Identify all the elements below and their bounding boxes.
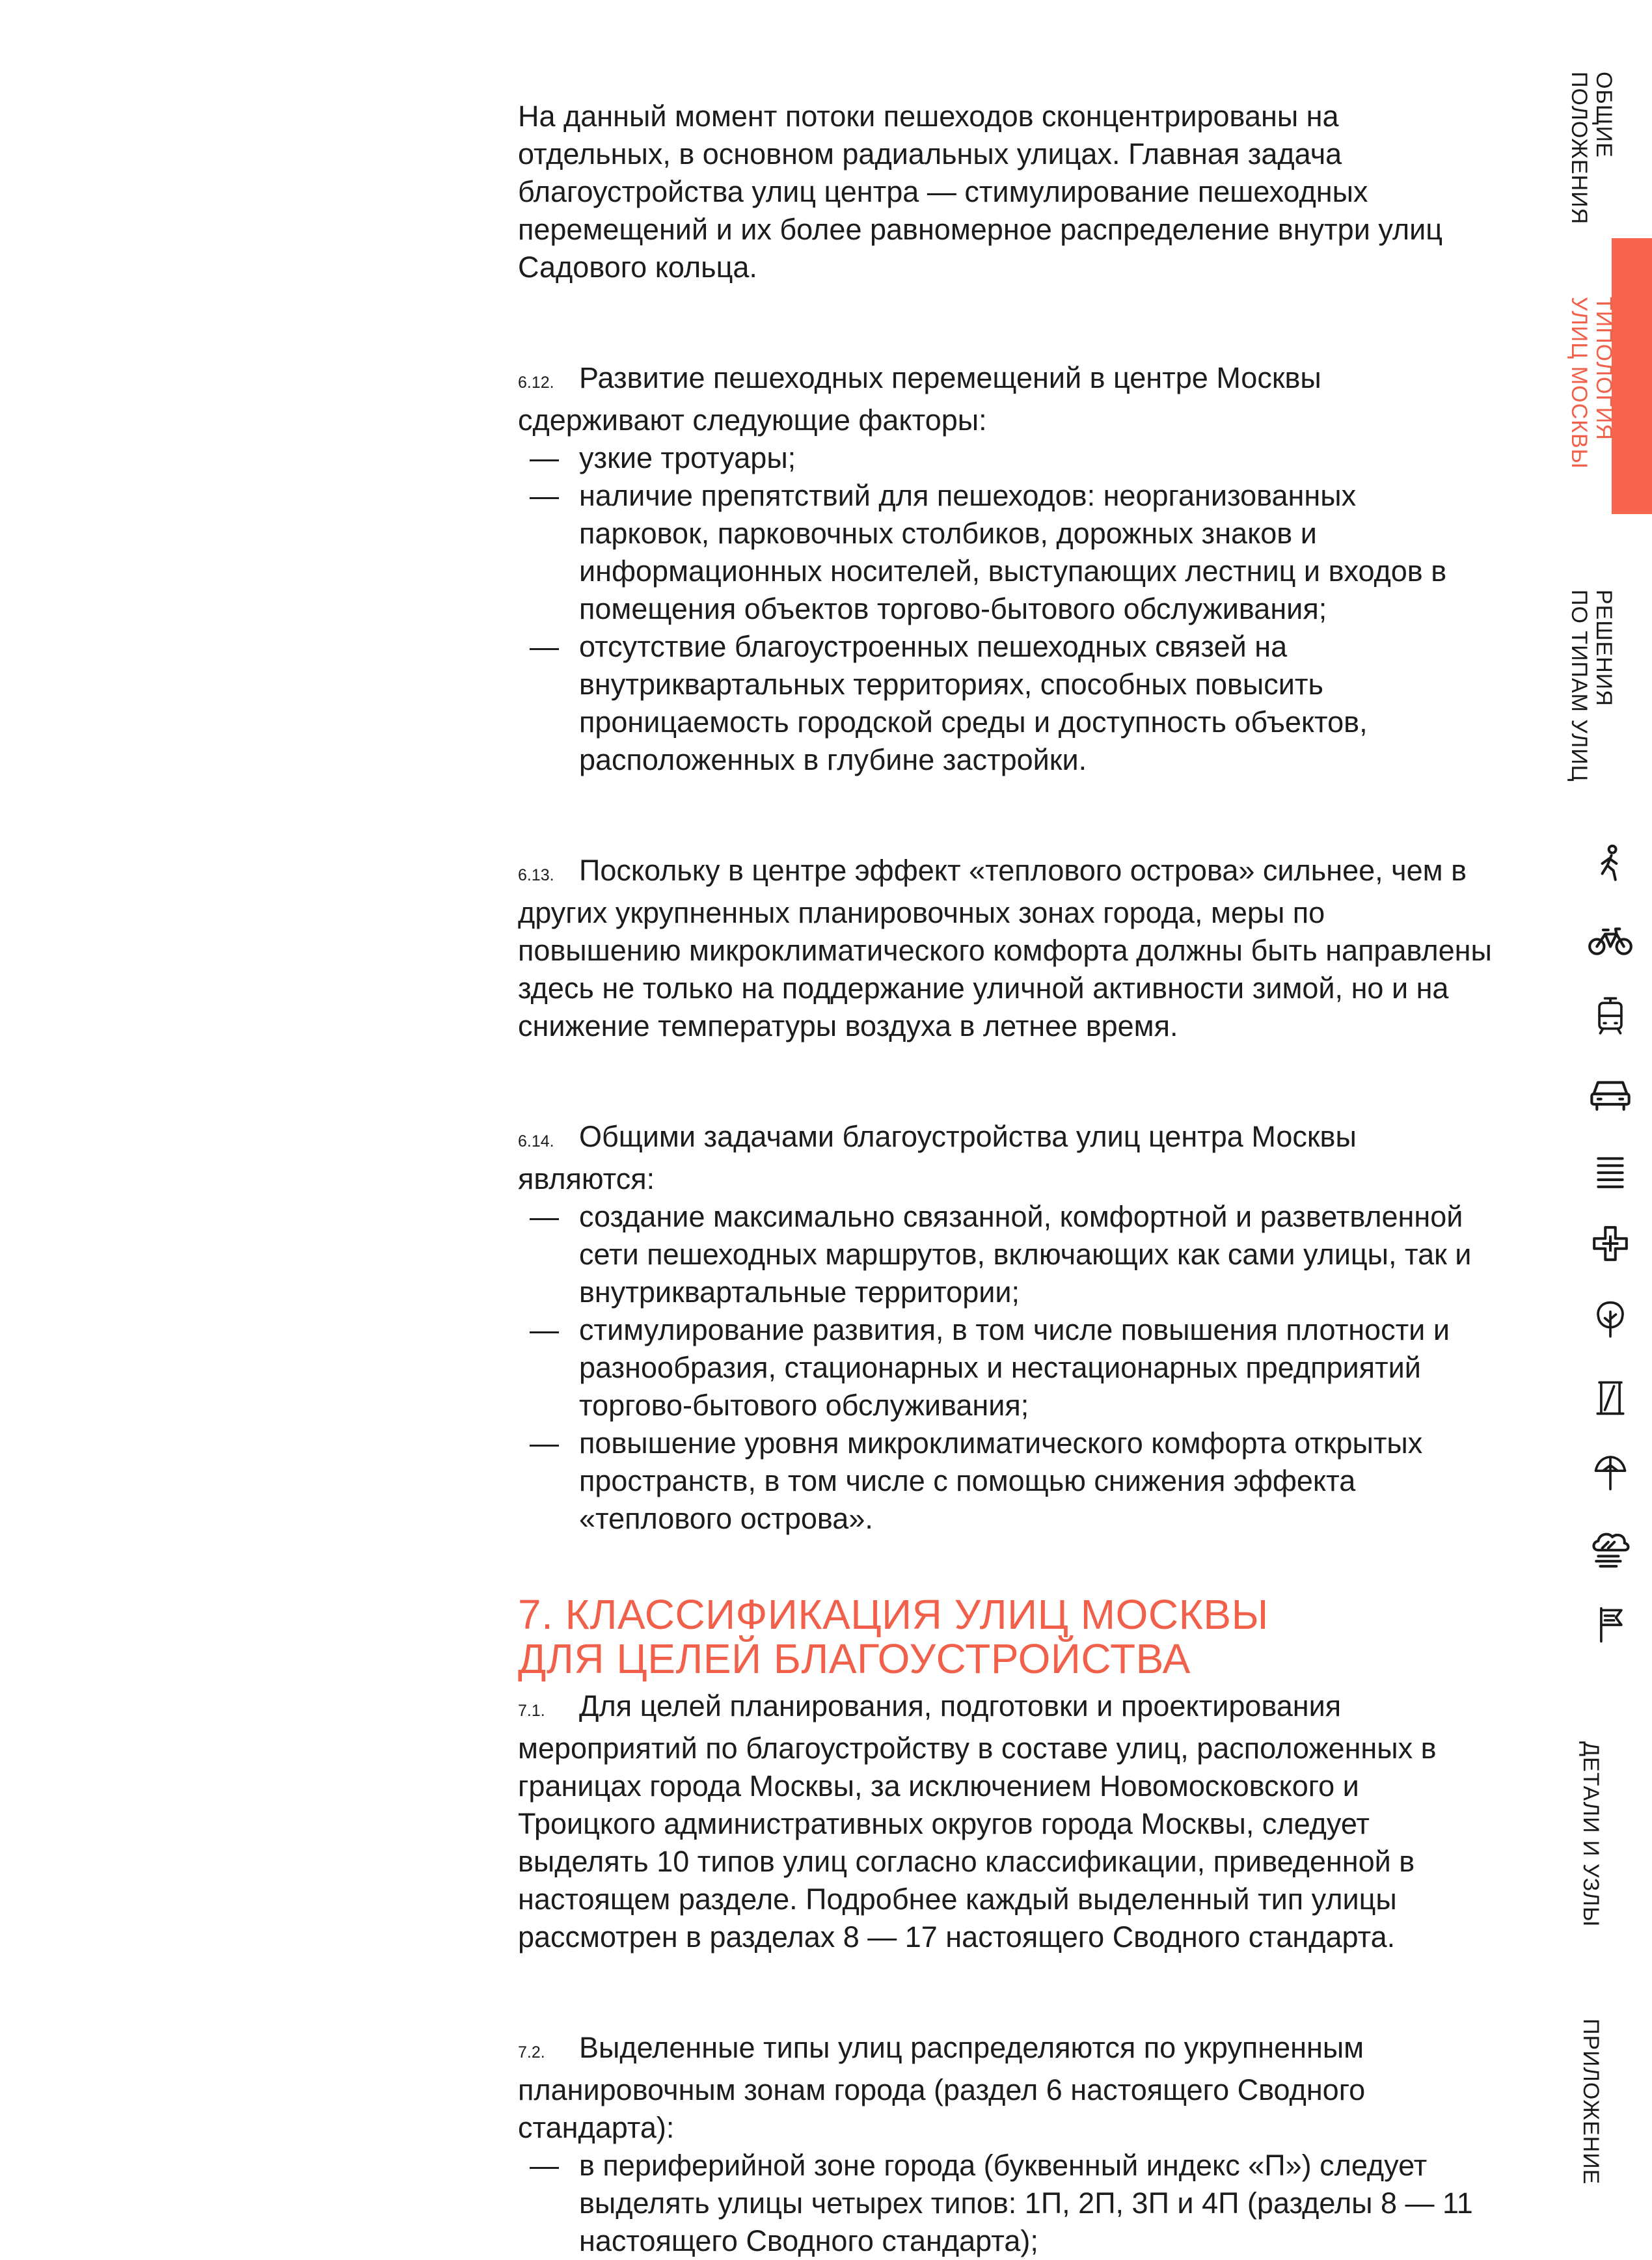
- medical-cross-icon[interactable]: [1588, 1223, 1633, 1264]
- active-section-marker: [1612, 238, 1652, 514]
- list-item: [518, 439, 1494, 477]
- nav-appendix[interactable]: [1578, 2019, 1603, 2185]
- lamp-icon[interactable]: [1588, 1377, 1633, 1417]
- tram-icon[interactable]: [1588, 996, 1633, 1036]
- paragraph-6-14: [518, 1118, 1494, 1198]
- list-item-text: повышение уровня микроклиматического комфорта открытых пространств, в том числе с помощью снижения эффекта «теплового острова».: [579, 1426, 1423, 1535]
- paragraph-text: Общими задачами благоустройства улиц центра Москвы являются:: [518, 1120, 1357, 1195]
- list-item: [518, 1311, 1494, 1424]
- paragraph-text: Для целей планирования, подготовки и проектирования мероприятий по благоустройству в составе улиц, расположенных в границах города Москвы, за исключением Новомосковского и Троицкого административных округов города Москвы, следует выделять 10 типов улиц согласно классификации, приведенной в настоящем разделе. Подробнее каждый выделенный тип улицы рассмотрен в разделах 8 — 17 настоящего Сводного стандарта.: [518, 1689, 1437, 1954]
- tasks-list: [518, 1198, 1494, 1538]
- nav-label-line: ОБЩИЕ: [1591, 72, 1616, 158]
- zones-list: [518, 2147, 1494, 2260]
- paragraph-text: Поскольку в центре эффект «теплового острова» сильнее, чем в других укрупненных планировочных зонах города, меры по повышению микроклиматического комфорта должны быть направлены здесь не только на поддержание уличной активности зимой, но и на снижение температуры воздуха в летнее время.: [518, 854, 1492, 1042]
- list-item: [518, 477, 1494, 628]
- list-item-text: наличие препятствий для пешеходов: неорганизованных парковок, парковочных столбиков, дорожных знаков и информационных носителей, выступающих лестниц и входов в помещения объектов торгово-бытового обслуживания;: [579, 479, 1447, 625]
- paragraph-7-2: [518, 2029, 1494, 2147]
- heading-line-2: ДЛЯ ЦЕЛЕЙ БЛАГОУСТРОЙСТВА: [518, 1635, 1191, 1682]
- paragraph-text: Выделенные типы улиц распределяются по укрупненным планировочным зонам города (раздел 6 настоящего Сводного стандарта):: [518, 2031, 1366, 2144]
- paragraph-text: Развитие пешеходных перемещений в центре Москвы сдерживают следующие факторы:: [518, 361, 1321, 437]
- nav-street-typology[interactable]: [1567, 297, 1616, 469]
- list-item: [518, 1198, 1494, 1311]
- flag-icon[interactable]: [1588, 1605, 1633, 1645]
- nav-label-line: ПРИЛОЖЕНИЕ: [1578, 2019, 1603, 2185]
- paragraph-number: 6.13.: [518, 866, 554, 884]
- intro-paragraph: На данный момент потоки пешеходов сконцентрированы на отдельных, в основном радиальных улицах. Главная задача благоустройства улиц центра — стимулирование пешеходных перемещений и их более равномерное распределение внутри улиц Садового кольца.: [518, 100, 1443, 284]
- nav-label-line: ТИПОЛОГИЯ: [1591, 297, 1616, 441]
- paragraph-6-13: [518, 852, 1494, 1045]
- dash-bullet: —: [530, 1426, 559, 1460]
- main-content: [518, 98, 1494, 2260]
- paragraph-number: 6.12.: [518, 374, 554, 392]
- list-item-text: создание максимально связанной, комфортной и разветвленной сети пешеходных маршрутов, включающих как сами улицы, так и внутриквартальные территории;: [579, 1200, 1472, 1309]
- list-item: [518, 2147, 1494, 2260]
- list-item: [518, 628, 1494, 779]
- heading-line-1: 7. КЛАССИФИКАЦИЯ УЛИЦ МОСКВЫ: [518, 1591, 1269, 1638]
- list-item-text: стимулирование развития, в том числе повышения плотности и разнообразия, стационарных и нестационарных предприятий торгово-бытового обслуживания;: [579, 1313, 1450, 1422]
- nav-solutions-by-type[interactable]: [1567, 590, 1616, 782]
- dash-bullet: —: [530, 2149, 559, 2182]
- car-icon[interactable]: [1588, 1074, 1633, 1114]
- factors-list: [518, 439, 1494, 779]
- paragraph-6-12: [518, 359, 1494, 439]
- paragraph-number: 7.1.: [518, 1702, 545, 1720]
- list-item-text: в периферийной зоне города (буквенный индекс «П») следует выделять улицы четырех типов: 1П, 2П, 3П и 4П (разделы 8 — 11 настоящего Сводного стандарта);: [579, 2149, 1473, 2257]
- section-7-heading: [518, 1592, 1494, 1681]
- nav-label-line: УЛИЦ МОСКВЫ: [1567, 297, 1591, 469]
- nav-label-line: ДЕТАЛИ И УЗЛЫ: [1578, 1741, 1603, 1927]
- dash-bullet: —: [530, 1313, 559, 1346]
- nav-label-line: РЕШЕНИЯ: [1591, 590, 1616, 707]
- dash-bullet: —: [530, 1200, 559, 1233]
- paragraph-number: 7.2.: [518, 2043, 545, 2062]
- pedestrian-icon[interactable]: [1588, 843, 1633, 884]
- list-item: [518, 1424, 1494, 1538]
- dash-bullet: —: [530, 441, 559, 474]
- paragraph-7-1: [518, 1687, 1494, 1956]
- paving-icon[interactable]: [1588, 1150, 1633, 1191]
- dash-bullet: —: [530, 630, 559, 663]
- nav-details-and-nodes[interactable]: [1578, 1741, 1603, 1927]
- weather-icon[interactable]: [1588, 1528, 1633, 1568]
- list-item-text: узкие тротуары;: [579, 441, 796, 474]
- list-item-text: отсутствие благоустроенных пешеходных связей на внутриквартальных территориях, способных повысить проницаемость городской среды и доступность объектов, расположенных в глубине застройки.: [579, 630, 1368, 776]
- tree-icon[interactable]: [1588, 1299, 1633, 1339]
- dash-bullet: —: [530, 479, 559, 512]
- umbrella-icon[interactable]: [1588, 1452, 1633, 1493]
- bicycle-icon[interactable]: [1588, 920, 1633, 960]
- paragraph-number: 6.14.: [518, 1132, 554, 1150]
- nav-label-line: ПО ТИПАМ УЛИЦ: [1567, 590, 1591, 782]
- nav-label-line: ПОЛОЖЕНИЯ: [1567, 72, 1591, 225]
- nav-general-provisions[interactable]: [1567, 72, 1616, 225]
